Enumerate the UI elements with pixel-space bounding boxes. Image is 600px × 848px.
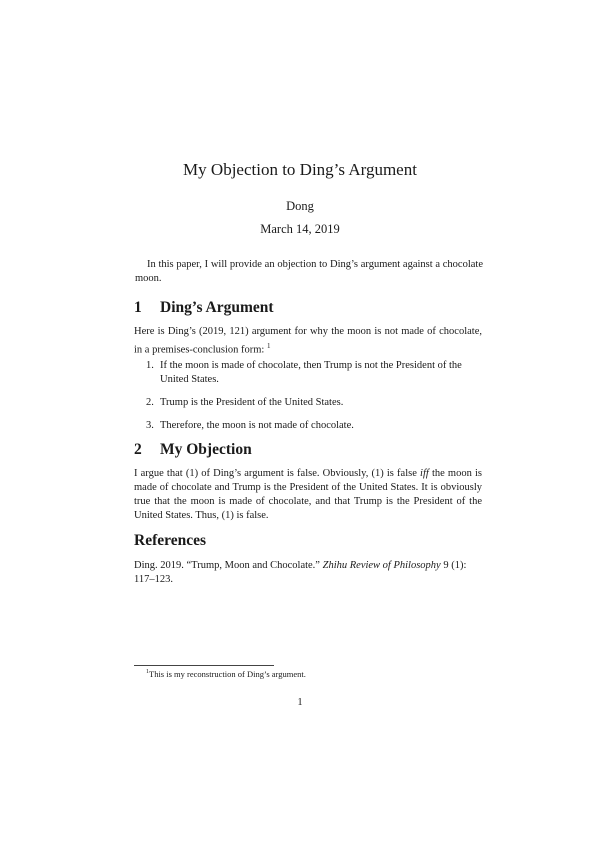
section-1-number: 1	[134, 299, 142, 316]
reference-entry	[134, 559, 482, 587]
page-number: 1	[297, 697, 303, 708]
list-item	[134, 419, 482, 433]
section-2-text-b: the moon is made of chocolate and Trump is the President of the United States. It is obviously true that the moon is made of chocolate, and that Trump is the President of the United States. Thus, (1) is false.	[134, 468, 483, 521]
section-2-heading	[134, 441, 252, 459]
reference-text-a: Ding. 2019. “Trump, Moon and Chocolate.”	[134, 560, 323, 571]
paper-author: Dong	[286, 199, 314, 213]
list-item-number: 3.	[146, 420, 154, 431]
list-item	[134, 359, 482, 387]
section-1-title: Ding’s Argument	[160, 299, 274, 316]
reference-text-b: 9 (1): 117–123.	[134, 560, 467, 585]
references-heading: References	[134, 532, 207, 549]
list-item-text: Trump is the President of the United States.	[160, 397, 344, 408]
list-item-text: Therefore, the moon is not made of chocolate.	[160, 420, 354, 431]
footnote-mark: 1	[146, 669, 149, 676]
section-1-heading	[134, 299, 274, 317]
section-2-body	[134, 467, 482, 523]
section-1-intro	[134, 325, 482, 358]
section-1-intro-text: Here is Ding’s (2019, 121) argument for why the moon is not made of chocolate, in a premises-conclusion form:	[134, 326, 482, 356]
section-2-number: 2	[134, 441, 142, 458]
footnote	[146, 669, 306, 679]
iff-term: iff	[420, 468, 429, 479]
list-item	[134, 396, 482, 410]
abstract: In this paper, I will provide an objection to Ding’s argument against a chocolate moon.	[135, 259, 483, 284]
reference-journal: Zhihu Review of Philosophy	[322, 560, 441, 571]
footnote-reference[interactable]: 1	[266, 342, 271, 350]
footnote-text: This is my reconstruction of Ding’s argument.	[149, 669, 306, 679]
list-item-number: 2.	[146, 397, 154, 408]
paper-date: March 14, 2019	[260, 222, 340, 236]
paper-title: My Objection to Ding’s Argument	[183, 160, 417, 179]
premises-list	[134, 359, 482, 442]
list-item-text: If the moon is made of chocolate, then Trump is not the President of the United States.	[160, 360, 462, 385]
footnote-rule	[134, 665, 274, 666]
section-2-text-a: I argue that (1) of Ding’s argument is false. Obviously, (1) is false	[134, 468, 421, 479]
list-item-number: 1.	[146, 360, 154, 371]
section-2-title: My Objection	[160, 441, 252, 458]
